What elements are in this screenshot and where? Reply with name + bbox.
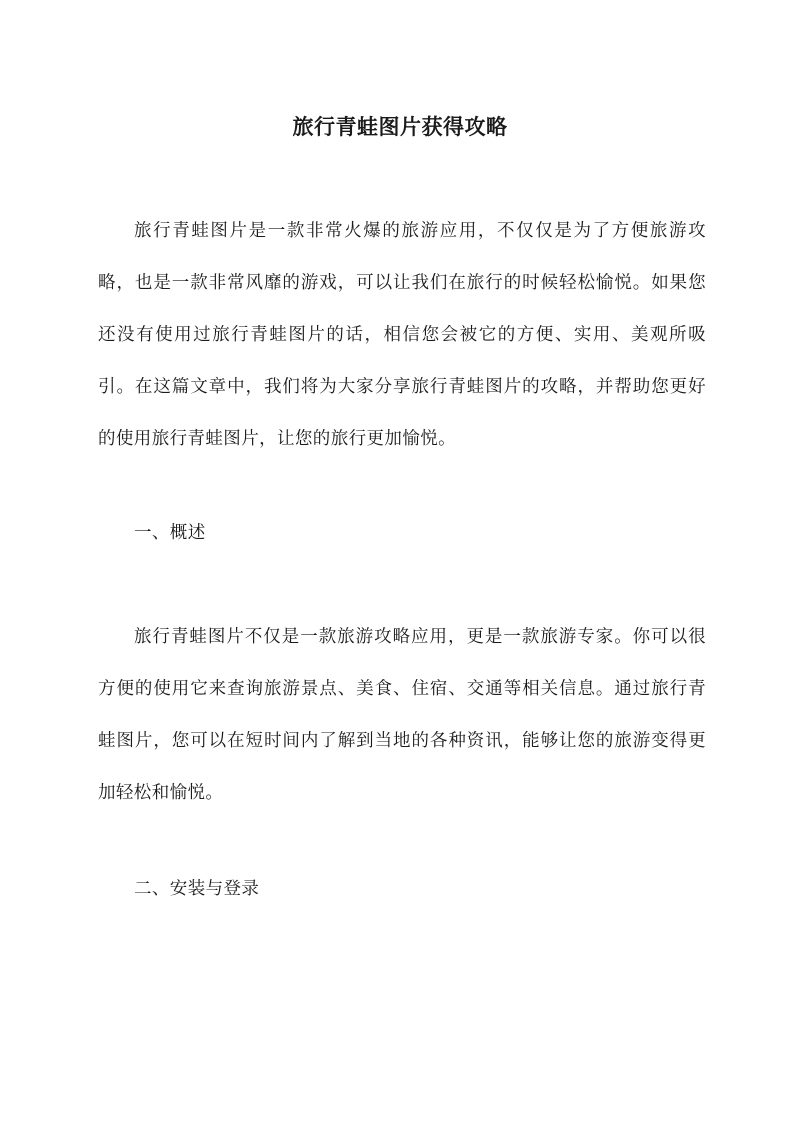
section-heading-install-login: 二、安装与登录 — [134, 879, 260, 899]
intro-paragraph: 旅行青蛙图片是一款非常火爆的旅游应用，不仅仅是为了方便旅游攻略，也是一款非常风靡的游戏，可以让我们在旅行的时候轻松愉悦。如果您还没有使用过旅行青蛙图片的话，相信您会被它的方便、实用、美观所吸引。在这篇文章中，我们将为大家分享旅行青蛙图片的攻略，并帮助您更好的使用旅行青蛙图片，让您的旅行更加愉悦。 — [98, 221, 706, 449]
document-title: 旅行青蛙图片获得攻略 — [292, 114, 508, 140]
overview-paragraph: 旅行青蛙图片不仅是一款旅游攻略应用，更是一款旅游专家。你可以很方便的使用它来查询旅游景点、美食、住宿、交通等相关信息。通过旅行青蛙图片，您可以在短时间内了解到当地的各种资讯，能够让您的旅游变得更加轻松和愉悦。 — [98, 627, 706, 803]
section-heading-overview: 一、概述 — [134, 523, 206, 543]
